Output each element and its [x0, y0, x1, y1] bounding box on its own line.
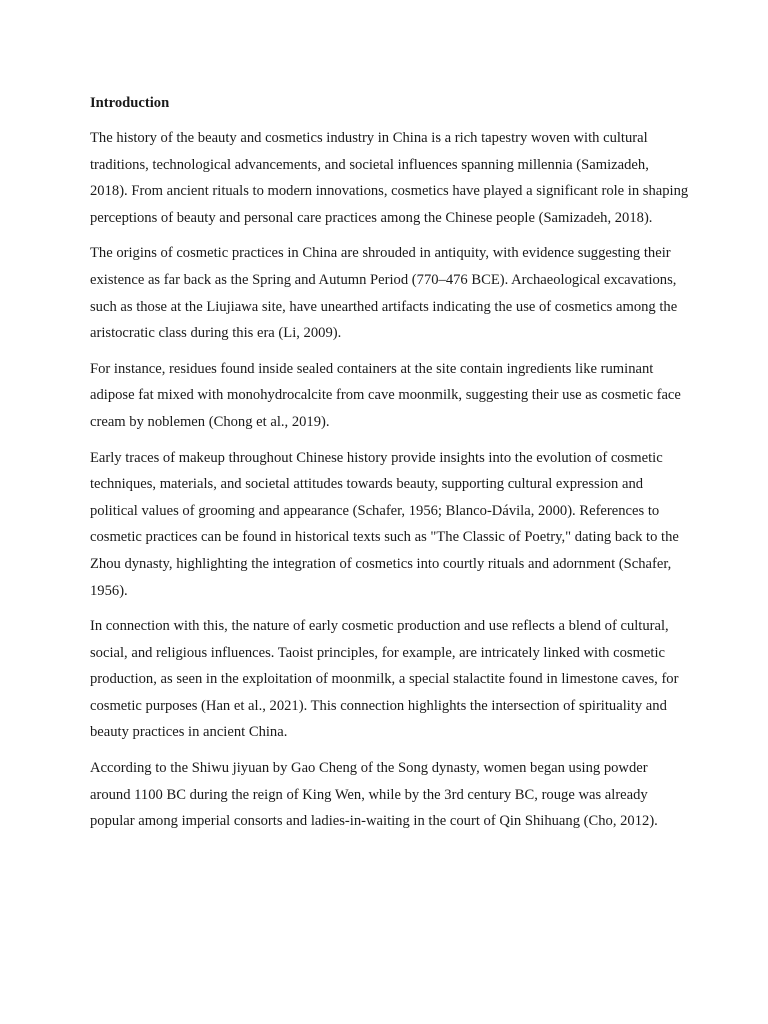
paragraph-2: The origins of cosmetic practices in China are shrouded in antiquity, with evidence suggesting their existence as far back as the Spring and Autumn Period (770–476 BCE). Archaeological excavations, such as those at the Liujiawa site, have unearthed artifacts indicating the use of cosmetics among the aristocratic class during this era (Li, 2009).	[90, 245, 678, 342]
document-body	[90, 90, 690, 844]
paragraph-1: The history of the beauty and cosmetics industry in China is a rich tapestry woven with cultural traditions, technological advancements, and societal influences spanning millennia (Samizadeh, 2018). From ancient rituals to modern innovations, cosmetics have played a significant role in shaping perceptions of beauty and personal care practices among the Chinese people (Samizadeh, 2018).	[90, 130, 689, 226]
paragraph-5: In connection with this, the nature of early cosmetic production and use reflects a blend of cultural, social, and religious influences. Taoist principles, for example, are intricately linked with cosmetic production, as seen in the exploitation of moonmilk, a special stalactite found in limestone caves, for cosmetic purposes (Han et al., 2021). This connection highlights the intersection of spirituality and beauty practices in ancient China.	[90, 618, 679, 741]
paragraph-6: According to the Shiwu jiyuan by Gao Cheng of the Song dynasty, women began using powder around 1100 BC during the reign of King Wen, while by the 3rd century BC, rouge was already popular among imperial consorts and ladies-in-waiting in the court of Qin Shihuang (Cho, 2012).	[90, 760, 658, 830]
paragraph-4: Early traces of makeup throughout Chinese history provide insights into the evolution of cosmetic techniques, materials, and societal attitudes towards beauty, supporting cultural expression and political values of grooming and appearance (Schafer, 1956; Blanco-Dávila, 2000). References to cosmetic practices can be found in historical texts such as "The Classic of Poetry," dating back to the Zhou dynasty, highlighting the integration of cosmetics into courtly rituals and adornment (Schafer, 1956).	[90, 449, 679, 599]
section-heading: Introduction	[90, 95, 170, 111]
paragraph-3: For instance, residues found inside sealed containers at the site contain ingredients like ruminant adipose fat mixed with monohydrocalcite from cave moonmilk, suggesting their use as cosmetic face cream by noblemen (Chong et al., 2019).	[90, 360, 681, 430]
